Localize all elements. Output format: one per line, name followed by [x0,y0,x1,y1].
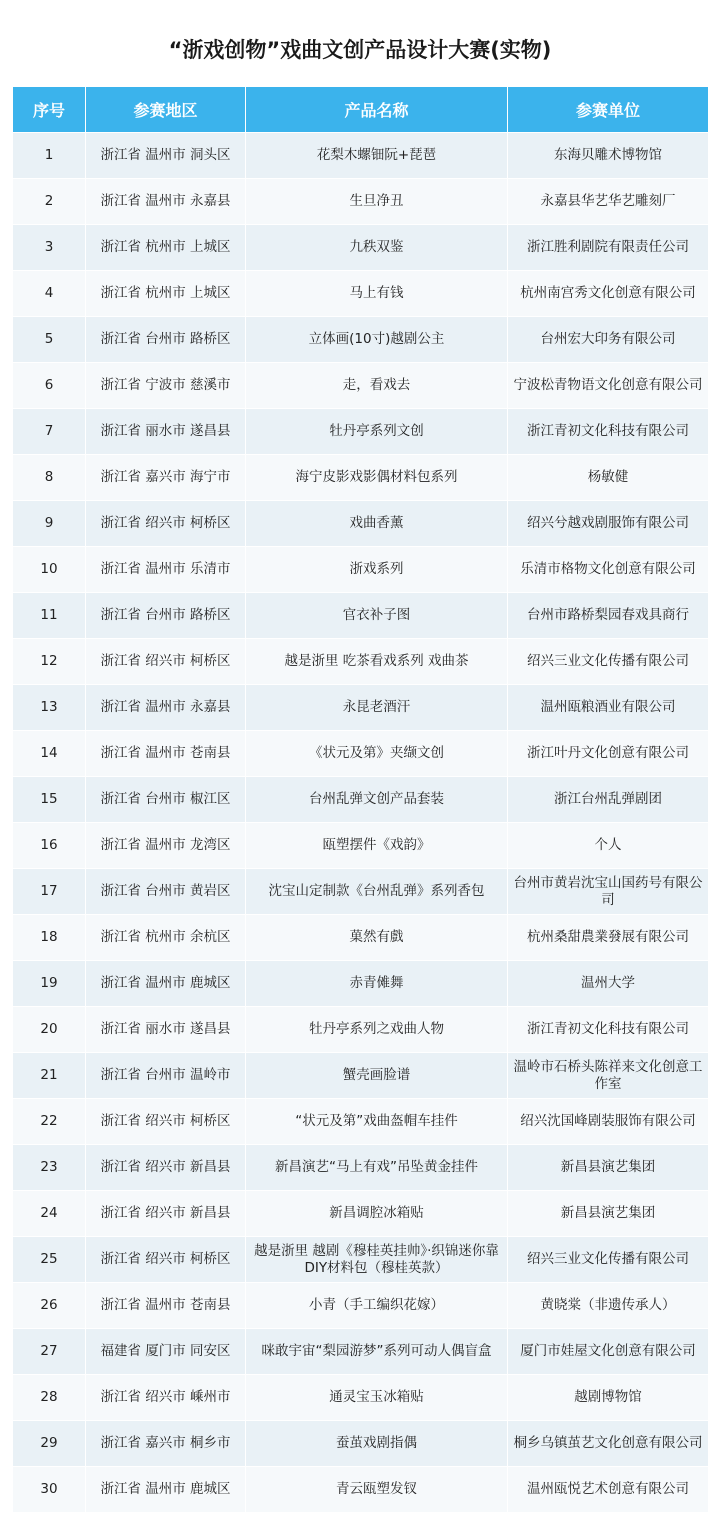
table-row [13,225,709,271]
region-cell: 浙江省 绍兴市 嵊州市 [86,1375,246,1421]
entrant-cell: 浙江青初文化科技有限公司 [508,1007,709,1053]
index-cell: 11 [13,593,86,639]
index-cell: 13 [13,685,86,731]
index-cell: 19 [13,961,86,1007]
entrant-cell: 乐清市格物文化创意有限公司 [508,547,709,593]
product-name-cell: 蚕茧戏剧指偶 [246,1421,508,1467]
table-row [13,639,709,685]
table-row [13,823,709,869]
entrant-cell: 新昌县演艺集团 [508,1145,709,1191]
table-row [13,593,709,639]
product-name-cell: 花梨木螺钿阮+琵琶 [246,133,508,179]
entrant-cell: 浙江胜利剧院有限责任公司 [508,225,709,271]
region-cell: 浙江省 温州市 永嘉县 [86,685,246,731]
table-row [13,179,709,225]
table-row [13,1329,709,1375]
product-name-cell: 九秩双鉴 [246,225,508,271]
entrant-cell: 台州市黄岩沈宝山国药号有限公司 [508,869,709,915]
product-name-cell: 小青（手工编织花嫁） [246,1283,508,1329]
entrant-cell: 越剧博物馆 [508,1375,709,1421]
index-cell: 30 [13,1467,86,1513]
region-cell: 浙江省 台州市 路桥区 [86,317,246,363]
entrant-cell: 桐乡乌镇茧艺文化创意有限公司 [508,1421,709,1467]
index-cell: 2 [13,179,86,225]
region-cell: 浙江省 台州市 黄岩区 [86,869,246,915]
product-name-cell: 台州乱弹文创产品套装 [246,777,508,823]
product-name-cell: 生旦净丑 [246,179,508,225]
index-cell: 23 [13,1145,86,1191]
table-body [13,133,709,1513]
product-name-cell: 《状元及第》夹缬文创 [246,731,508,777]
entrant-cell: 厦门市娃屋文化创意有限公司 [508,1329,709,1375]
index-cell: 21 [13,1053,86,1099]
index-cell: 20 [13,1007,86,1053]
table-row [13,685,709,731]
table-row [13,777,709,823]
entrant-cell: 个人 [508,823,709,869]
table-header-row [13,87,709,133]
table-row [13,1467,709,1513]
region-cell: 浙江省 温州市 洞头区 [86,133,246,179]
product-name-cell: 立体画(10寸)越剧公主 [246,317,508,363]
entrant-cell: 台州市路桥梨园春戏具商行 [508,593,709,639]
index-cell: 6 [13,363,86,409]
entrant-cell: 杭州南宫秀文化创意有限公司 [508,271,709,317]
table-row [13,317,709,363]
product-name-cell: 新昌演艺“马上有戏”吊坠黄金挂件 [246,1145,508,1191]
index-cell: 14 [13,731,86,777]
product-name-cell: 越是浙里 越剧《穆桂英挂帅》·织锦迷你靠DIY材料包（穆桂英款） [246,1237,508,1283]
table-row [13,1283,709,1329]
product-name-cell: 海宁皮影戏影偶材料包系列 [246,455,508,501]
region-cell: 浙江省 绍兴市 新昌县 [86,1191,246,1237]
index-cell: 22 [13,1099,86,1145]
product-name-cell: 官衣补子图 [246,593,508,639]
region-cell: 浙江省 温州市 鹿城区 [86,961,246,1007]
index-cell: 26 [13,1283,86,1329]
product-name-cell: 瓯塑摆件《戏韵》 [246,823,508,869]
index-cell: 8 [13,455,86,501]
index-cell: 4 [13,271,86,317]
table-row [13,869,709,915]
index-cell: 29 [13,1421,86,1467]
region-cell: 浙江省 温州市 鹿城区 [86,1467,246,1513]
region-cell: 浙江省 绍兴市 柯桥区 [86,639,246,685]
region-cell: 浙江省 嘉兴市 桐乡市 [86,1421,246,1467]
region-cell: 浙江省 绍兴市 柯桥区 [86,1237,246,1283]
region-cell: 浙江省 丽水市 遂昌县 [86,409,246,455]
region-cell: 浙江省 台州市 椒江区 [86,777,246,823]
table-row [13,1145,709,1191]
index-cell: 7 [13,409,86,455]
product-name-cell: 青云瓯塑发钗 [246,1467,508,1513]
product-name-cell: 新昌调腔冰箱贴 [246,1191,508,1237]
product-name-cell: 走，看戏去 [246,363,508,409]
entrant-cell: 新昌县演艺集团 [508,1191,709,1237]
region-cell: 浙江省 丽水市 遂昌县 [86,1007,246,1053]
table-row [13,1191,709,1237]
entrant-cell: 杭州桑甜農業發展有限公司 [508,915,709,961]
index-cell: 28 [13,1375,86,1421]
region-cell: 浙江省 温州市 苍南县 [86,1283,246,1329]
table-row [13,1375,709,1421]
table-row [13,133,709,179]
region-cell: 浙江省 温州市 永嘉县 [86,179,246,225]
table-row [13,1099,709,1145]
entrant-cell: 绍兴兮越戏剧服饰有限公司 [508,501,709,547]
index-cell: 17 [13,869,86,915]
region-cell: 浙江省 绍兴市 柯桥区 [86,1099,246,1145]
region-cell: 浙江省 台州市 温岭市 [86,1053,246,1099]
entrant-cell: 温州瓯悦艺术创意有限公司 [508,1467,709,1513]
table-row [13,1007,709,1053]
table-row [13,961,709,1007]
entrant-cell: 绍兴沈国峰剧装服饰有限公司 [508,1099,709,1145]
product-name-cell: 永昆老酒汗 [246,685,508,731]
region-cell: 浙江省 宁波市 慈溪市 [86,363,246,409]
index-cell: 16 [13,823,86,869]
region-cell: 浙江省 绍兴市 柯桥区 [86,501,246,547]
index-cell: 3 [13,225,86,271]
product-name-cell: 牡丹亭系列文创 [246,409,508,455]
table-row [13,1237,709,1283]
header-region: 参赛地区 [86,87,246,133]
region-cell: 福建省 厦门市 同安区 [86,1329,246,1375]
entrant-cell: 温州大学 [508,961,709,1007]
entrant-cell: 浙江青初文化科技有限公司 [508,409,709,455]
region-cell: 浙江省 杭州市 上城区 [86,225,246,271]
index-cell: 25 [13,1237,86,1283]
table-row [13,731,709,777]
table-row [13,547,709,593]
product-name-cell: 牡丹亭系列之戏曲人物 [246,1007,508,1053]
table-row [13,1421,709,1467]
table-row [13,363,709,409]
results-table [12,86,709,1513]
table-row [13,271,709,317]
index-cell: 5 [13,317,86,363]
entrant-cell: 温州瓯粮酒业有限公司 [508,685,709,731]
header-index: 序号 [13,87,86,133]
index-cell: 18 [13,915,86,961]
page-title: “浙戏创物”戏曲文创产品设计大赛(实物) [168,38,552,62]
product-name-cell: 咪敢宇宙“梨园游梦”系列可动人偶盲盒 [246,1329,508,1375]
region-cell: 浙江省 温州市 乐清市 [86,547,246,593]
index-cell: 10 [13,547,86,593]
entrant-cell: 黄晓棠（非遗传承人） [508,1283,709,1329]
entrant-cell: 浙江叶丹文化创意有限公司 [508,731,709,777]
product-name-cell: 通灵宝玉冰箱贴 [246,1375,508,1421]
product-name-cell: 赤青傩舞 [246,961,508,1007]
table-row [13,409,709,455]
index-cell: 27 [13,1329,86,1375]
entrant-cell: 东海贝雕术博物馆 [508,133,709,179]
region-cell: 浙江省 杭州市 上城区 [86,271,246,317]
header-entrant: 参赛单位 [508,87,709,133]
product-name-cell: 戏曲香薰 [246,501,508,547]
index-cell: 24 [13,1191,86,1237]
product-name-cell: 菓然有戲 [246,915,508,961]
entrant-cell: 杨敏健 [508,455,709,501]
entrant-cell: 永嘉县华艺华艺雕刻厂 [508,179,709,225]
entrant-cell: 台州宏大印务有限公司 [508,317,709,363]
product-name-cell: 马上有钱 [246,271,508,317]
index-cell: 12 [13,639,86,685]
region-cell: 浙江省 杭州市 余杭区 [86,915,246,961]
table-row [13,501,709,547]
header-product-name: 产品名称 [246,87,508,133]
product-name-cell: “状元及第”戏曲盔帽车挂件 [246,1099,508,1145]
table-row [13,915,709,961]
index-cell: 15 [13,777,86,823]
region-cell: 浙江省 温州市 龙湾区 [86,823,246,869]
entrant-cell: 宁波松青物语文化创意有限公司 [508,363,709,409]
entrant-cell: 浙江台州乱弹剧团 [508,777,709,823]
product-name-cell: 沈宝山定制款《台州乱弹》系列香包 [246,869,508,915]
index-cell: 9 [13,501,86,547]
region-cell: 浙江省 台州市 路桥区 [86,593,246,639]
product-name-cell: 越是浙里 吃茶看戏系列 戏曲茶 [246,639,508,685]
table-row [13,455,709,501]
product-name-cell: 浙戏系列 [246,547,508,593]
entrant-cell: 温岭市石桥头陈祥来文化创意工作室 [508,1053,709,1099]
index-cell: 1 [13,133,86,179]
product-name-cell: 蟹壳画脸谱 [246,1053,508,1099]
table-row [13,1053,709,1099]
region-cell: 浙江省 嘉兴市 海宁市 [86,455,246,501]
entrant-cell: 绍兴三业文化传播有限公司 [508,639,709,685]
region-cell: 浙江省 温州市 苍南县 [86,731,246,777]
region-cell: 浙江省 绍兴市 新昌县 [86,1145,246,1191]
entrant-cell: 绍兴三业文化传播有限公司 [508,1237,709,1283]
